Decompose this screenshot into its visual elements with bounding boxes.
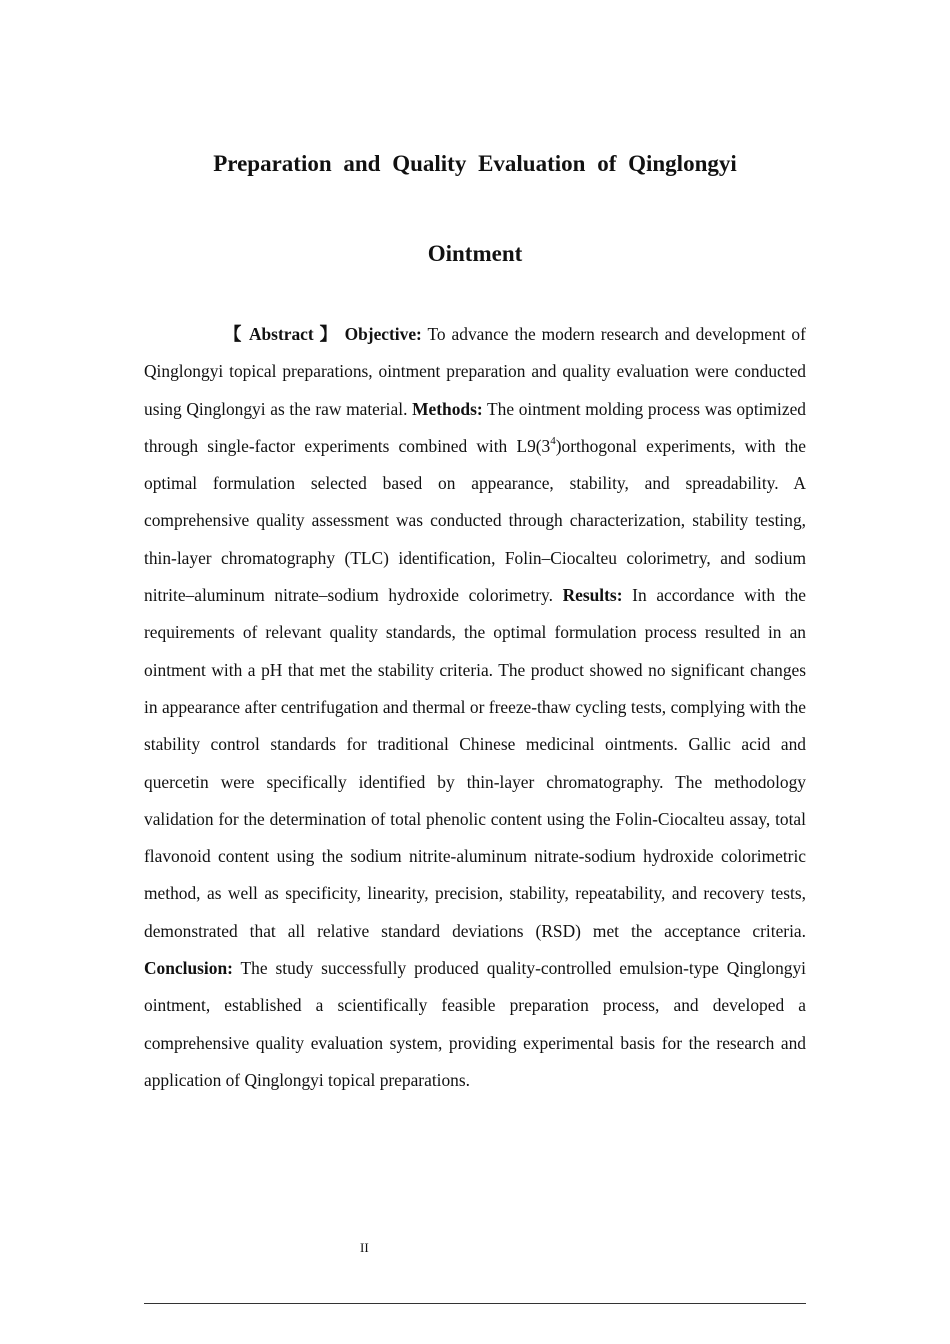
abstract-close-bracket: 】 [319,324,339,344]
conclusion-label: Conclusion: [144,958,233,979]
abstract-label: Abstract [248,324,314,344]
document-title-line-1: Preparation and Quality Evaluation of Qinglongyi [213,151,737,176]
page-number: II [360,1240,369,1255]
methods-text-before: The ointment molding process was optimized through single-factor experiments combined with L9(3 [144,398,806,456]
methods-label: Methods: [412,398,483,419]
document-title-line-2: Ointment [427,241,523,266]
footer-divider [144,1303,806,1304]
methods-superscript: 4 [550,434,556,447]
results-label: Results: [562,585,623,606]
abstract-open-bracket: 【 [224,324,243,344]
conclusion-text: The study successfully produced quality-controlled emulsion-type Qinglongyi ointment, established a scientifically feasible preparation process, and developed a comprehensive quality evaluation system, providing experimental basis for the research and application of Qinglongyi topical preparations. [144,958,806,1090]
objective-text: To advance the modern research and development of Qinglongyi topical preparations, ointment preparation and quality evaluation were conducted using Qinglongyi as the raw material. [144,324,806,419]
results-text: In accordance with the requirements of relevant quality standards, the optimal formulation process resulted in an ointment with a pH that met the stability criteria. The product showed no significant changes in appearance after centrifugation and thermal or freeze-thaw cycling tests, complying with the stability control standards for traditional Chinese medicinal ointments. Gallic acid and quercetin were specifically identified by thin-layer chromatography. The methodology validation for the determination of total phenolic content using the Folin-Ciocalteu assay, total flavonoid content using the sodium nitrite-aluminum nitrate-sodium hydroxide colorimetric method, as well as specificity, linearity, precision, stability, repeatability, and recovery tests, demonstrated that all relative standard deviations (RSD) met the acceptance criteria. [144,585,806,941]
objective-label: Objective: [344,324,422,344]
methods-text-after: )orthogonal experiments, with the optimal formulation selected based on appearance, stability, and spreadability. A comprehensive quality assessment was conducted through characterization, stability testing, thin-layer chromatography (TLC) identification, Folin–Ciocalteu colorimetry, and sodium nitrite–aluminum nitrate–sodium hydroxide colorimetry. [144,435,806,606]
abstract-paragraph [144,316,806,1099]
